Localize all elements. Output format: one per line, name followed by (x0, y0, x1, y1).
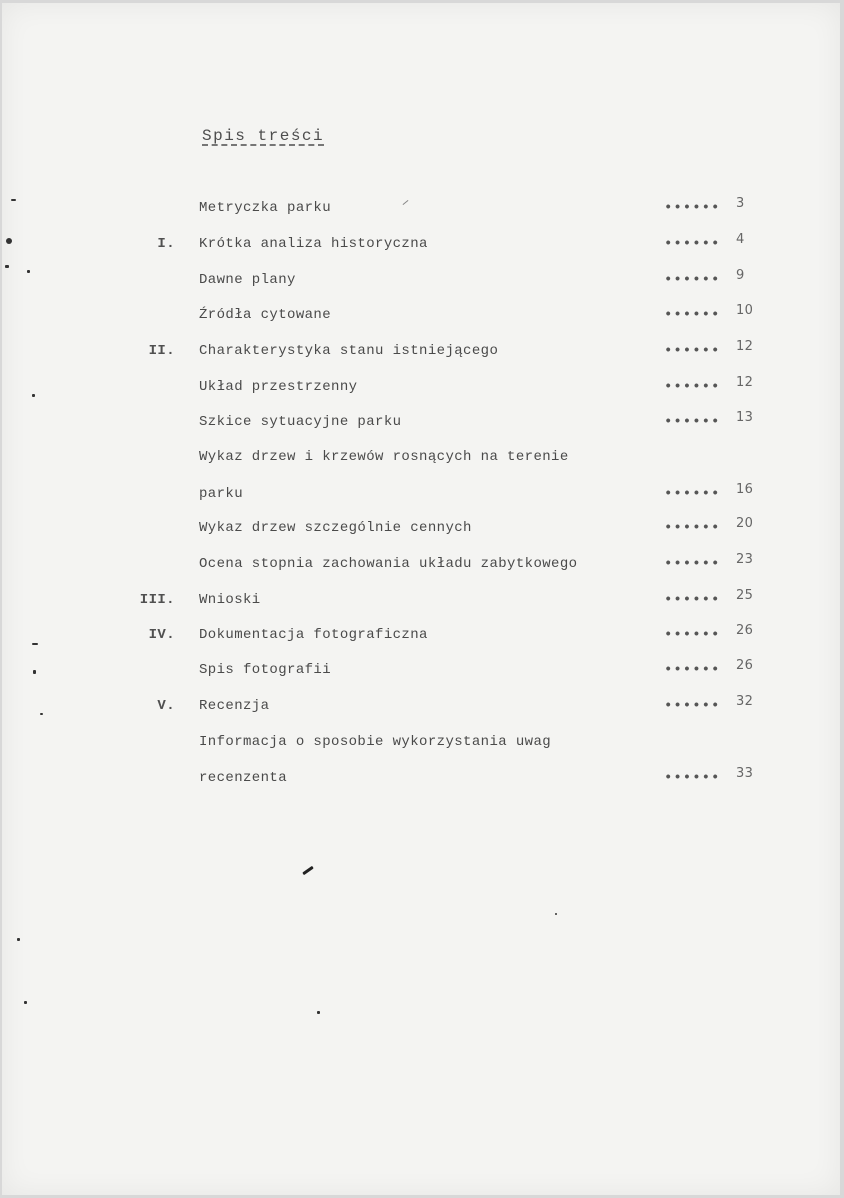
scan-speck (27, 270, 30, 273)
toc-entry-leader: •••••• (664, 272, 721, 288)
toc-entry-leader: •••••• (664, 556, 721, 572)
scan-speck (32, 394, 35, 397)
toc-entry-title: Recenzja (199, 698, 270, 714)
toc-entry-title: Spis fotografii (199, 662, 332, 678)
toc-entry (2, 449, 840, 471)
scan-speck (5, 265, 9, 268)
scan-speck (555, 913, 557, 915)
toc-entry-page: 9 (736, 268, 745, 283)
toc-entry-title: Szkice sytuacyjne parku (199, 414, 402, 430)
toc-entry (2, 694, 840, 720)
toc-entry-title: Dawne plany (199, 272, 296, 288)
scan-speck (24, 1001, 27, 1004)
toc-entry-leader: •••••• (664, 520, 721, 536)
toc-entry (2, 658, 840, 684)
toc-entry (2, 232, 840, 258)
toc-entry-leader: •••••• (664, 343, 721, 359)
scan-speck (11, 199, 16, 201)
toc-entry (2, 339, 840, 365)
scan-speck (40, 713, 43, 715)
scan-speck (17, 938, 20, 941)
toc-entry-title: Metryczka parku (199, 200, 332, 216)
toc-entry-leader: •••••• (664, 592, 721, 608)
toc-entry-page: 12 (736, 375, 754, 390)
toc-entry-page: 13 (736, 410, 754, 425)
toc-entry-title: recenzenta (199, 770, 288, 786)
toc-entry-title: Charakterystyka stanu istniejącego (199, 343, 499, 359)
toc-entry-page: 20 (736, 516, 754, 531)
toc-entry-leader: •••••• (664, 379, 721, 395)
toc-entry-leader: •••••• (664, 698, 721, 714)
toc-entry-title: Krótka analiza historyczna (199, 236, 428, 252)
document-page (2, 3, 840, 1195)
toc-entry (2, 375, 840, 401)
toc-entry (2, 516, 840, 542)
toc-entry-title: Ocena stopnia zachowania układu zabytkowego (199, 556, 578, 572)
toc-entry-page: 23 (736, 552, 754, 567)
scan-speck (6, 238, 12, 244)
toc-entry (2, 588, 840, 614)
toc-entry-page: 12 (736, 339, 754, 354)
toc-entry-leader: •••••• (664, 236, 721, 252)
toc-entry-page: 25 (736, 588, 754, 603)
toc-entry-leader: •••••• (664, 627, 721, 643)
table-of-contents (2, 3, 840, 1195)
toc-entry (2, 734, 840, 756)
page-title: Spis treści (202, 127, 325, 145)
toc-entry-page: 4 (736, 232, 745, 247)
toc-entry-title: parku (199, 486, 244, 502)
scan-speck (317, 1011, 320, 1014)
toc-entry-title: Dokumentacja fotograficzna (199, 627, 428, 643)
toc-entry-title: Układ przestrzenny (199, 379, 358, 395)
toc-entry-title: Wykaz drzew i krzewów rosnących na terenie (199, 449, 569, 465)
toc-entry-leader: •••••• (664, 307, 721, 323)
toc-entry-title: Informacja o sposobie wykorzystania uwag (199, 734, 552, 750)
toc-entry (2, 766, 840, 792)
toc-entry (2, 623, 840, 649)
toc-entry (2, 552, 840, 578)
toc-entry (2, 268, 840, 294)
toc-entry (2, 196, 840, 222)
toc-entry-leader: •••••• (664, 414, 721, 430)
toc-entry (2, 482, 840, 508)
toc-entry-title: Wnioski (199, 592, 261, 608)
toc-entry-page: 26 (736, 658, 754, 673)
scan-speck (32, 643, 38, 645)
toc-entry-number: V. (157, 698, 175, 714)
scan-speck (33, 670, 36, 674)
toc-entry-page: 10 (736, 303, 754, 318)
toc-entry-page: 33 (736, 766, 754, 781)
toc-entry-number: III. (139, 592, 175, 608)
toc-entry-leader: •••••• (664, 662, 721, 678)
toc-entry (2, 303, 840, 329)
toc-entry-number: IV. (148, 627, 175, 643)
toc-entry-title: Wykaz drzew szczególnie cennych (199, 520, 472, 536)
toc-entry-page: 3 (736, 196, 745, 211)
toc-entry-number: II. (148, 343, 175, 359)
toc-entry-page: 32 (736, 694, 754, 709)
toc-entry-leader: •••••• (664, 486, 721, 502)
toc-entry-leader: •••••• (664, 770, 721, 786)
toc-entry-page: 16 (736, 482, 754, 497)
toc-entry-number: I. (157, 236, 175, 252)
toc-entry-page: 26 (736, 623, 754, 638)
toc-entry-title: Źródła cytowane (199, 307, 332, 323)
toc-entry (2, 410, 840, 436)
toc-entry-leader: •••••• (664, 200, 721, 216)
